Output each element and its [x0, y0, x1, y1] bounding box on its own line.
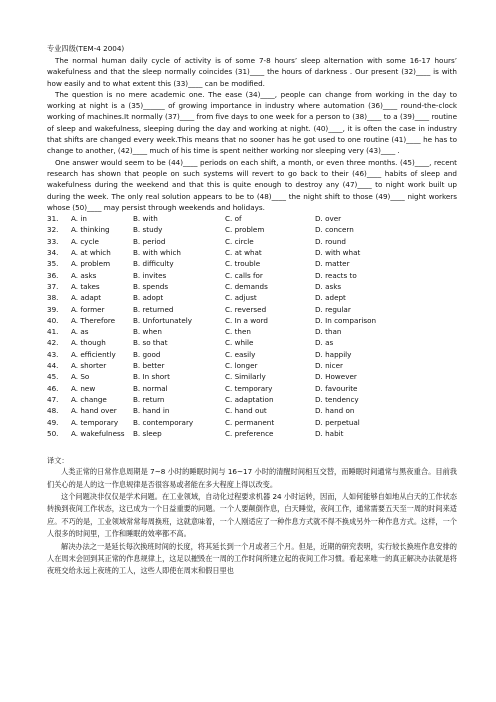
question-number: 49.	[47, 417, 59, 427]
option-b: B. returned	[133, 304, 174, 314]
option-c: C. temporary	[225, 383, 273, 393]
option-row	[47, 360, 457, 371]
option-a: A. Therefore	[71, 315, 116, 325]
option-c: C. preference	[225, 428, 274, 438]
options-list	[47, 213, 457, 439]
option-d: D. matter	[315, 259, 350, 269]
option-d: D. concern	[315, 225, 354, 235]
option-c: C. Similarly	[225, 372, 266, 382]
option-d: D. habit	[315, 428, 344, 438]
option-c: C. problem	[225, 225, 265, 235]
option-d: D. asks	[315, 281, 342, 291]
option-a: A. temporary	[71, 417, 119, 427]
option-d: D. hand on	[315, 406, 355, 416]
option-row	[47, 258, 457, 269]
option-c: C. then	[225, 327, 251, 337]
option-row	[47, 236, 457, 247]
option-a: A. new	[71, 383, 96, 393]
option-c: C. easily	[225, 349, 256, 359]
option-b: B. study	[133, 225, 163, 235]
question-number: 39.	[47, 304, 59, 314]
option-d: D. with what	[315, 248, 361, 258]
option-d: D. nicer	[315, 361, 343, 371]
option-c: C. hand out	[225, 406, 267, 416]
option-row	[47, 281, 457, 292]
option-b: B. so that	[133, 338, 168, 348]
option-c: C. permanent	[225, 417, 275, 427]
option-a: A. shorter	[71, 361, 107, 371]
option-row	[47, 394, 457, 405]
document-page	[47, 44, 457, 578]
option-a: A. though	[71, 338, 106, 348]
option-d: D. perpetual	[315, 417, 360, 427]
translation-paragraph: 解决办法之一是延长每次换班时间的长度，将其延长到一个月或者三个月。但是，近期的研究表明，实行较长换班作息安排的人在周末会回到其正常的作息规律上，这足以摧毁在一周的工作时间所建立起的夜间工作习惯。看起来唯一的真正解决办法就是将夜班交给永远上夜班的工人，这些人即使在周末和假日里也	[47, 541, 457, 576]
question-number: 50.	[47, 428, 59, 438]
option-c: C. adaptation	[225, 394, 274, 404]
option-d: D. than	[315, 327, 342, 337]
option-d: D. reacts to	[315, 270, 357, 280]
option-b: B. normal	[133, 383, 168, 393]
question-number: 46.	[47, 383, 59, 393]
option-d: D. happily	[315, 349, 352, 359]
option-a: A. change	[71, 394, 107, 404]
question-number: 48.	[47, 406, 59, 416]
option-d: D. round	[315, 236, 346, 246]
option-a: A. adapt	[71, 293, 102, 303]
question-number: 44.	[47, 361, 59, 371]
option-row	[47, 428, 457, 439]
exam-header: 专业四级(TEM-4 2004)	[47, 44, 125, 53]
question-number: 40.	[47, 315, 59, 325]
passage-paragraph: One answer would seem to be (44)____ periods on each shift, a month, or even three months. (45)____, recent research has shown that people on such systems will revert to go back to their (46)____ habits of sleep and wakefulness during the weekend and that this is quite enough to destroy any (47)____ to night work built up during the week. The only real solution appears to be to (48)____ the night shift to those (49)____ night workers whose (50)____ may persist through weekends and holidays.	[47, 157, 457, 212]
option-a: A. problem	[71, 259, 111, 269]
question-number: 34.	[47, 248, 59, 258]
option-a: A. in	[71, 214, 87, 224]
option-c: C. circle	[225, 236, 254, 246]
option-a: A. at which	[71, 248, 111, 258]
option-d: D. regular	[315, 304, 351, 314]
option-a: A. asks	[71, 270, 97, 280]
question-number: 32.	[47, 225, 59, 235]
passage-paragraph: The normal human daily cycle of activity is of some 7-8 hours’ sleep alternation with some 16-17 hours’ wakefulness and that the sleep normally coincides (31)____ the hours of darkness . Our present (32)____ is with how easily and to what extent this (33)____ can be modified.	[47, 56, 457, 88]
option-row	[47, 247, 457, 258]
option-row	[47, 383, 457, 394]
option-d: D. favourite	[315, 383, 358, 393]
option-c: C. reversed	[225, 304, 267, 314]
passage-paragraph: The question is no mere academic one. The ease (34)____, people can change from working in the day to working at night is a (35)______ of growing importance in industry where automation (36)____ round-the-clock working of machines.It normally (37)____ from five days to one week for a person to (38)____ to a (39)____ routine of sleep and wakefulness, sleeping during the day and working at night. (40)____, it is often the case in industry that shifts are changed every week.This means that no sooner has he got used to one routine (41)____ he has to change to another, (42)____ much of his time is spent neither working nor sleeping very (43)____ .	[47, 89, 457, 156]
option-row	[47, 304, 457, 315]
question-number: 45.	[47, 372, 59, 382]
translation-title: 译文：	[47, 456, 69, 466]
option-c: C. of	[225, 214, 242, 224]
option-c: C. In a word	[225, 315, 268, 325]
option-d: D. However	[315, 372, 357, 382]
option-row	[47, 371, 457, 382]
option-d: D. over	[315, 214, 342, 224]
option-c: C. adjust	[225, 293, 257, 303]
option-b: B. hand in	[133, 406, 170, 416]
option-d: D. as	[315, 338, 334, 348]
option-c: C. longer	[225, 361, 258, 371]
question-number: 47.	[47, 394, 59, 404]
option-row	[47, 213, 457, 224]
option-b: B. contemporary	[133, 417, 194, 427]
option-row	[47, 326, 457, 337]
option-c: C. while	[225, 338, 254, 348]
option-a: A. hand over	[71, 406, 117, 416]
option-a: A. takes	[71, 281, 100, 291]
option-b: B. good	[133, 349, 161, 359]
option-c: C. demands	[225, 281, 268, 291]
option-a: A. thinking	[71, 225, 110, 235]
option-row	[47, 270, 457, 281]
option-a: A. efficiently	[71, 349, 116, 359]
option-a: A. as	[71, 327, 89, 337]
option-c: C. at what	[225, 248, 262, 258]
question-number: 43.	[47, 349, 59, 359]
option-b: B. Unfortunately	[133, 315, 193, 325]
option-a: A. cycle	[71, 236, 99, 246]
option-b: B. return	[133, 394, 165, 404]
question-number: 35.	[47, 259, 59, 269]
option-b: B. with	[133, 214, 158, 224]
question-number: 33.	[47, 236, 59, 246]
question-number: 36.	[47, 270, 59, 280]
question-number: 42.	[47, 338, 59, 348]
option-b: B. better	[133, 361, 165, 371]
option-b: B. period	[133, 236, 166, 246]
option-c: C. calls for	[225, 270, 263, 280]
translation-paragraph: 这个问题决非仅仅是学术问题。在工业领域，自动化过程要求机器 24 小时运转，因而，人如何能够自如地从白天的工作状态转换到夜间工作状态，这已成为一个日益重要的问题。一个人要颠倒作息，白天睡觉，夜间工作，通常需要五天至一周的时间来适应。不巧的是，工业领域常常每周换班，这就意味着，一个人刚适应了一种作息方式就不得不换成另外一种作息方式。这样，一个人很多的时间里，工作和睡眠的效率都不高。	[47, 491, 457, 539]
question-number: 41.	[47, 327, 59, 337]
option-row	[47, 405, 457, 416]
option-b: B. when	[133, 327, 162, 337]
option-row	[47, 349, 457, 360]
option-b: B. with which	[133, 248, 181, 258]
option-d: D. adept	[315, 293, 346, 303]
translation-paragraph: 人类正常的日常作息周期是 7~8 小时的睡眠时间与 16~17 小时的清醒时间相互交替，而睡眠时间通常与黑夜重合。目前我们关心的是人的这一作息规律是否很容易或者能在多大程度上得以改变。	[47, 467, 457, 489]
option-b: B. spends	[133, 281, 169, 291]
option-b: B. adopt	[133, 293, 164, 303]
option-b: B. difficulty	[133, 259, 174, 269]
option-b: B. invites	[133, 270, 167, 280]
option-c: C. trouble	[225, 259, 261, 269]
question-number: 37.	[47, 281, 59, 291]
option-row	[47, 224, 457, 235]
option-a: A. former	[71, 304, 105, 314]
option-row	[47, 315, 457, 326]
option-b: B. In short	[133, 372, 170, 382]
option-a: A. So	[71, 372, 90, 382]
option-a: A. wakefulness	[71, 428, 125, 438]
option-d: D. In comparison	[315, 315, 377, 325]
question-number: 31.	[47, 214, 59, 224]
option-row	[47, 337, 457, 348]
option-d: D. tendency	[315, 394, 359, 404]
option-b: B. sleep	[133, 428, 162, 438]
option-row	[47, 417, 457, 428]
question-number: 38.	[47, 293, 59, 303]
option-row	[47, 292, 457, 303]
